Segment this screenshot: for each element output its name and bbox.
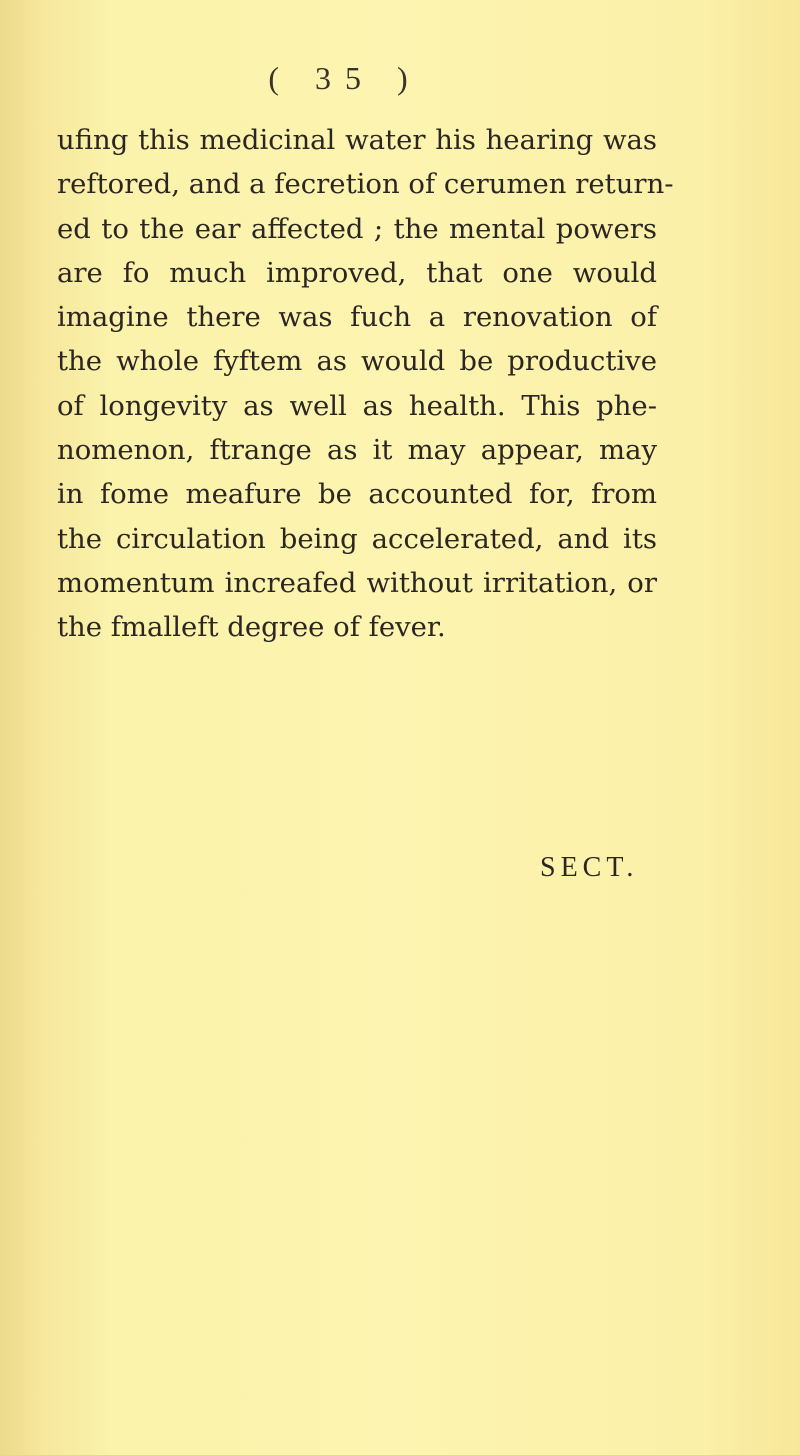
text-line: reftored, and a fecretion of cerumen return- (57, 168, 674, 201)
text-line: imagine there was fuch a renovation of (57, 301, 657, 334)
text-line: the circulation being accelerated, and its (57, 522, 657, 555)
text-line: of longevity as well as health. This phe- (57, 389, 657, 422)
text-line: the fmalleft degree of fever. (57, 611, 446, 644)
text-line: the whole fyftem as would be productive (57, 345, 657, 378)
text-line: ufing this medicinal water his hearing was (57, 124, 657, 156)
text-line: in fome meafure be accounted for, from (57, 478, 657, 511)
catchword: SECT. (540, 852, 639, 883)
text-line: are fo much improved, that one would (57, 256, 657, 289)
text-line: nomenon, ftrange as it may appear, may (57, 434, 657, 467)
body-paragraph (57, 118, 674, 650)
page-number-header: ( 35 ) (268, 60, 422, 96)
text-line: momentum increafed without irritation, or (57, 566, 657, 599)
text-line: ed to the ear affected ; the mental powers (57, 212, 657, 245)
